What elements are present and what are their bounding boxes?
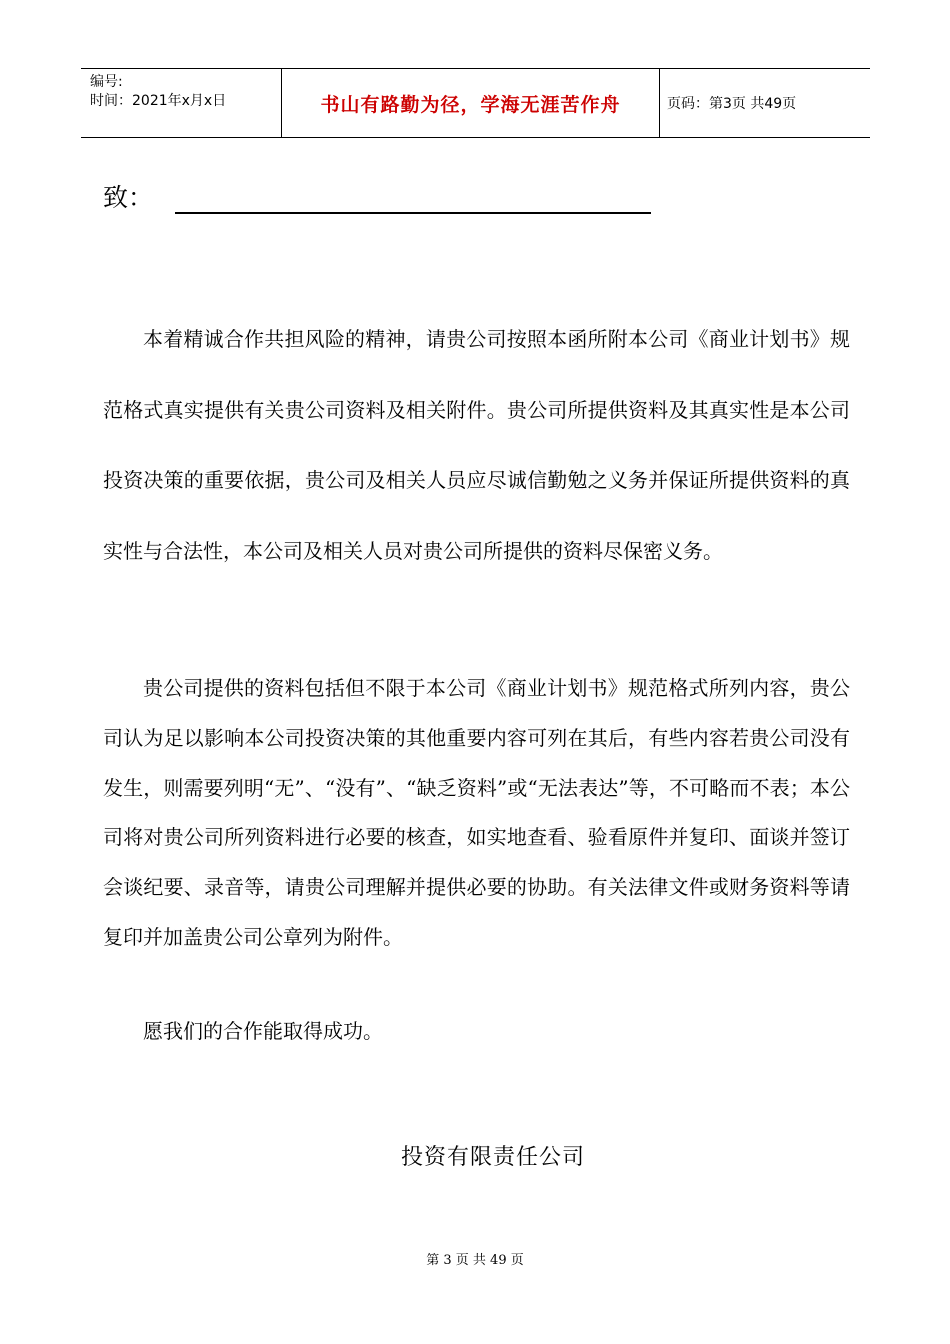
addressee-blank xyxy=(175,188,651,214)
addressee-label: 致： xyxy=(103,183,154,212)
document-number-label: 编号: xyxy=(90,74,123,90)
letter-paragraph-3 xyxy=(103,1013,850,1049)
document-header xyxy=(81,68,870,138)
letter-paragraph-1 xyxy=(103,304,850,586)
page-footer: 第 3 页 共 49 页 xyxy=(426,1253,524,1268)
paragraph-text: 愿我们的合作能取得成功。 xyxy=(143,1019,383,1043)
paragraph-text: 本着精诚合作共担风险的精神，请贵公司按照本函所附本公司《商业计划书》规范格式真实提供有关贵公司资料及相关附件。贵公司所提供资料及其真实性是本公司投资决策的重要依据，贵公司及相关人员应尽诚信勤勉之义务并保证所提供资料的真实性与合法性，本公司及相关人员对贵公司所提供的资料尽保密义务。 xyxy=(103,327,850,563)
paragraph-text: 贵公司提供的资料包括但不限于本公司《商业计划书》规范格式所列内容，贵公司认为足以影响本公司投资决策的其他重要内容可列在其后，有些内容若贵公司没有发生，则需要列明“无”、“没有”、“缺乏资料”或“无法表达”等，不可略而不表；本公司将对贵公司所列资料进行必要的核查，如实地查看、验看原件并复印、面谈并签订会谈纪要、录音等，请贵公司理解并提供必要的协助。有关法律文件或财务资料等请复印并加盖贵公司公章列为附件。 xyxy=(103,676,850,949)
letter-paragraph-2 xyxy=(103,664,850,963)
document-date: 时间：2021年x月x日 xyxy=(90,93,227,109)
header-left-cell xyxy=(81,69,282,137)
header-page-info: 页码：第3页 共49页 xyxy=(667,96,797,112)
addressee-line xyxy=(103,178,651,214)
company-signature: 投资有限责任公司 xyxy=(401,1145,586,1170)
header-motto: 书山有路勤为径，学海无涯苦作舟 xyxy=(282,69,660,137)
